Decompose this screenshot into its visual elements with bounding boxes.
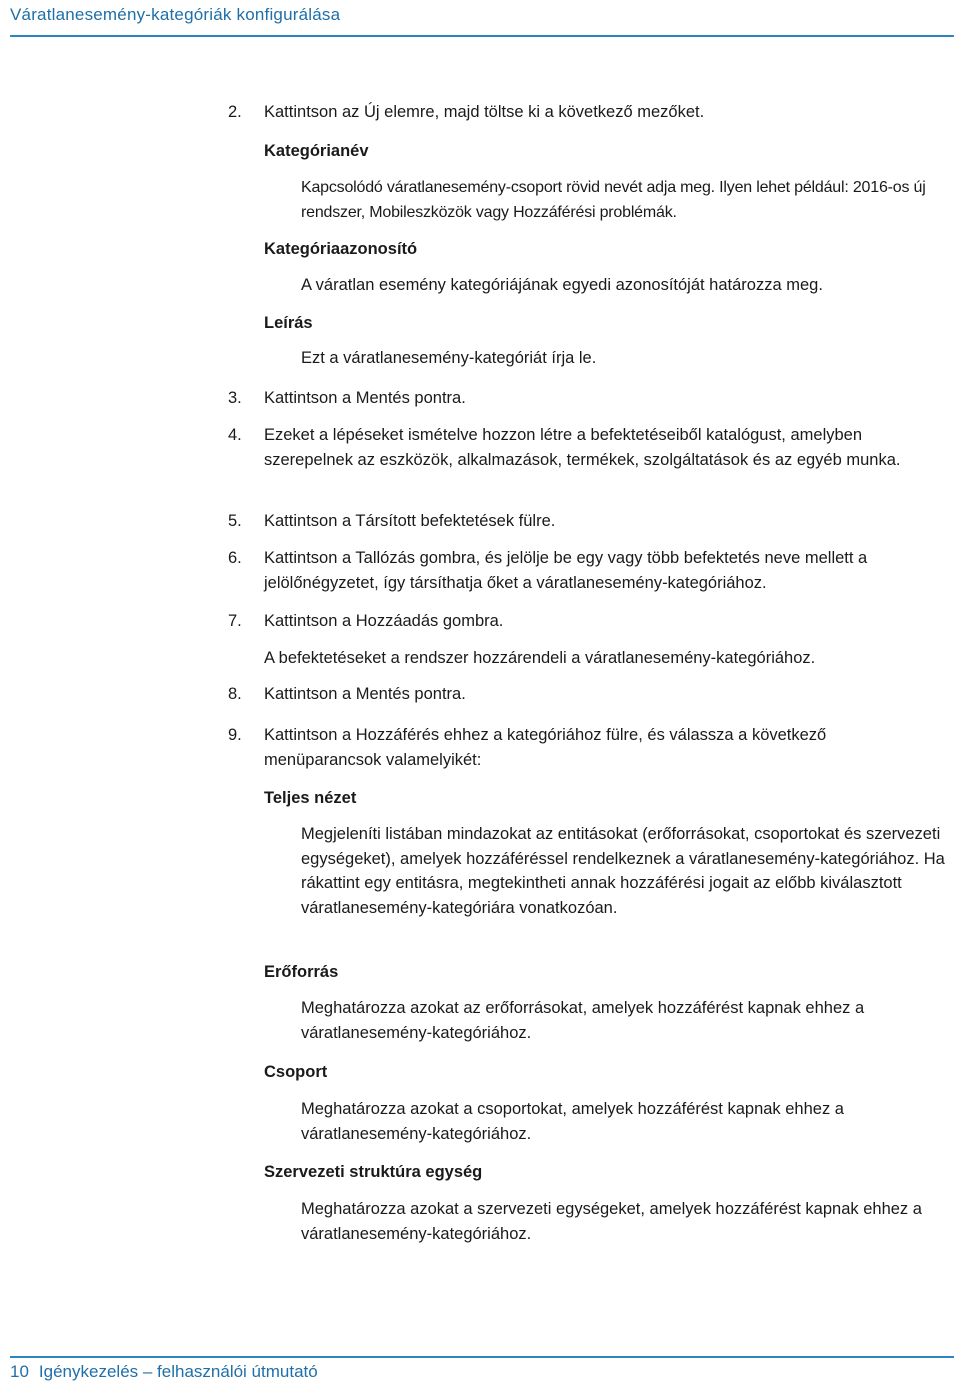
step-number: 9.: [228, 726, 242, 744]
step-note: A befektetéseket a rendszer hozzárendeli a váratlanesemény-kategóriához.: [264, 649, 816, 667]
field-label-category-name: Kategórianév: [264, 142, 369, 160]
page-footer: [10, 1362, 318, 1382]
option-desc-full-view: Megjeleníti listában mindazokat az entitásokat (erőforrásokat, csoportokat és szervezeti egységeket), amelyek hozzáféréssel rendelkeznek a váratlanesemény-kategóriához. Ha rákattint egy entitásra, megtekintheti annak hozzáférési jogait az előbb kiválasztott váratlanesemény-kategóriára vonatkozóan.: [301, 825, 945, 917]
step-text: Kattintson a Mentés pontra.: [264, 685, 466, 703]
step-number: 7.: [228, 612, 242, 630]
step-number: 3.: [228, 389, 242, 407]
step-number: 2.: [228, 103, 242, 121]
field-desc-description: Ezt a váratlanesemény-kategóriát írja le.: [301, 349, 597, 367]
option-label-resource: Erőforrás: [264, 963, 339, 981]
step-text: Kattintson az Új elemre, majd töltse ki a következő mezőket.: [264, 103, 705, 121]
step-number: 8.: [228, 685, 242, 703]
field-label-description: Leírás: [264, 314, 313, 332]
option-desc-group: Meghatározza azokat a csoportokat, amelyek hozzáférést kapnak ehhez a váratlanesemény-kategóriához.: [301, 1100, 844, 1143]
footer-title: Igénykezelés – felhasználói útmutató: [38, 1362, 318, 1381]
step-text: Ezeket a lépéseket ismételve hozzon létre a befektetéseiből katalógust, amelyben szerepelnek az eszközök, alkalmazások, termékek, szolgáltatások és az egyéb munka.: [264, 426, 901, 469]
option-label-group: Csoport: [264, 1063, 328, 1081]
field-desc-category-name: Kapcsolódó váratlanesemény-csoport rövid nevét adja meg. Ilyen lehet például: 2016-os új rendszer, Mobileszközök vagy Hozzáférési problémák.: [301, 179, 926, 221]
step-text: Kattintson a Hozzáférés ehhez a kategóriához fülre, és válassza a következő menüparancsok valamelyikét:: [264, 726, 827, 769]
step-text: Kattintson a Mentés pontra.: [264, 389, 466, 407]
option-label-full-view: Teljes nézet: [264, 789, 357, 807]
step-text: Kattintson a Hozzáadás gombra.: [264, 612, 504, 630]
page-number: 10: [10, 1362, 29, 1381]
step-number: 6.: [228, 549, 242, 567]
step-number: 4.: [228, 426, 242, 444]
option-desc-resource: Meghatározza azokat az erőforrásokat, amelyek hozzáférést kapnak ehhez a váratlanesemény-kategóriához.: [301, 999, 865, 1042]
footer-divider: [10, 1356, 954, 1358]
field-desc-category-id: A váratlan esemény kategóriájának egyedi azonosítóját határozza meg.: [301, 276, 823, 294]
page-header-title: Váratlanesemény-kategóriák konfigurálása: [10, 5, 341, 24]
option-label-org-unit: Szervezeti struktúra egység: [264, 1163, 483, 1181]
header-divider: [10, 35, 954, 37]
step-text: Kattintson a Tallózás gombra, és jelölje be egy vagy több befektetés neve mellett a jelölőnégyzetet, így társíthatja őket a váratlanesemény-kategóriához.: [264, 549, 868, 592]
option-desc-org-unit: Meghatározza azokat a szervezeti egységeket, amelyek hozzáférést kapnak ehhez a váratlanesemény-kategóriához.: [301, 1200, 922, 1243]
field-label-category-id: Kategóriaazonosító: [264, 240, 418, 258]
step-number: 5.: [228, 512, 242, 530]
step-text: Kattintson a Társított befektetések fülre.: [264, 512, 556, 530]
